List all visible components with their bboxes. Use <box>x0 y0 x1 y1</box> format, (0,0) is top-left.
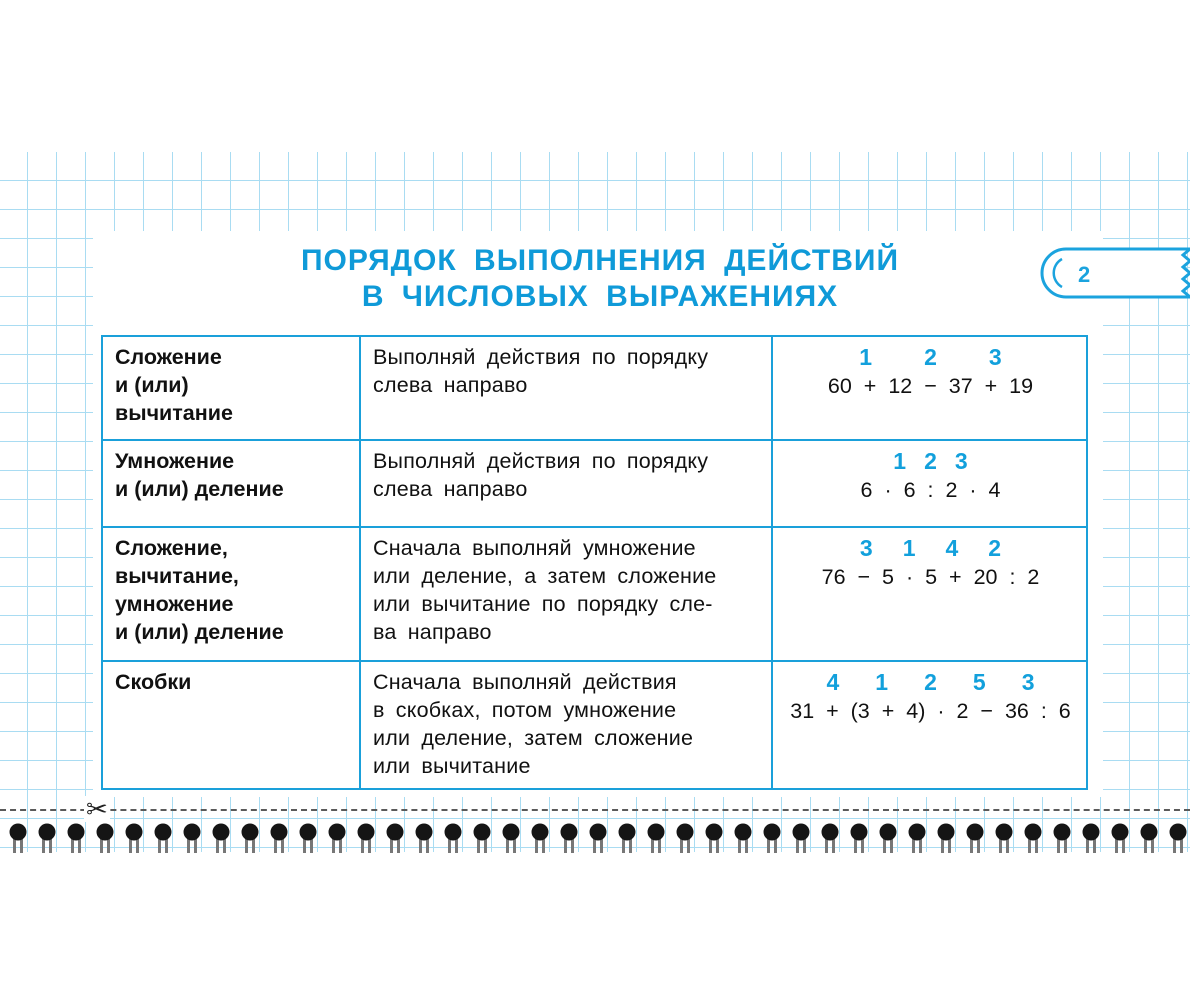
spiral-ring-icon <box>561 824 578 854</box>
example-expression: 6 · 6 : 2 · 4 <box>860 478 1001 502</box>
spiral-ring-icon <box>474 824 491 854</box>
spiral-ring-icon <box>1112 824 1129 854</box>
rule-cell <box>360 527 772 661</box>
example-cell <box>772 440 1087 527</box>
order-number: 2 <box>924 344 937 370</box>
example-expression: 76 − 5 · 5 + 20 : 2 <box>821 565 1040 589</box>
order-number: 2 <box>924 448 937 474</box>
spiral-ring-icon <box>996 824 1013 854</box>
rule-text-line: Выполняй действия по порядку <box>373 449 709 473</box>
operation-label: Скобки <box>115 670 192 694</box>
spiral-ring-icon <box>648 824 665 854</box>
spiral-ring-icon <box>416 824 433 854</box>
spiral-ring-icon <box>329 824 346 854</box>
example-cell <box>772 336 1087 440</box>
spiral-ring-icon <box>938 824 955 854</box>
spiral-ring-icon <box>242 824 259 854</box>
order-number: 3 <box>954 448 968 474</box>
page-number-tab <box>1040 247 1190 299</box>
spiral-ring-icon <box>271 824 288 854</box>
operation-order-numbers <box>827 668 1035 696</box>
spiral-ring-icon <box>1170 824 1187 854</box>
spiral-ring-icon <box>793 824 810 854</box>
order-number: 1 <box>859 344 873 370</box>
spiral-ring-icon <box>1025 824 1042 854</box>
operation-label: и (или) деление <box>115 477 284 501</box>
spiral-ring-icon <box>619 824 636 854</box>
example-cell <box>772 527 1087 661</box>
spiral-ring-icon <box>532 824 549 854</box>
rule-text-line: или вычитание <box>373 754 531 778</box>
order-number: 4 <box>945 535 959 561</box>
operation-label: умножение <box>115 592 234 616</box>
rule-text-line: в скобках, потом умножение <box>373 698 677 722</box>
spiral-ring-icon <box>590 824 607 854</box>
spiral-ring-icon <box>39 824 56 854</box>
order-number: 5 <box>972 669 986 695</box>
order-number: 1 <box>902 535 916 561</box>
rule-text-line: слева направо <box>373 373 528 397</box>
operation-label: и (или) <box>115 373 189 397</box>
operation-cell <box>102 527 360 661</box>
order-number: 1 <box>875 669 889 695</box>
order-of-operations-table <box>101 335 1088 790</box>
operation-cell <box>102 440 360 527</box>
rule-text-line: или деление, а затем сложение <box>373 564 717 588</box>
cut-line <box>0 809 1190 811</box>
spiral-ring-icon <box>97 824 114 854</box>
spiral-ring-icon <box>967 824 984 854</box>
spiral-ring-icon <box>735 824 752 854</box>
page-number: 2 <box>1078 262 1091 287</box>
rule-text-line: слева направо <box>373 477 528 501</box>
operation-label: Сложение, <box>115 536 228 560</box>
spiral-ring-icon <box>677 824 694 854</box>
spiral-ring-icon <box>1054 824 1071 854</box>
rule-cell <box>360 440 772 527</box>
example-expression: 60 + 12 − 37 + 19 <box>827 374 1034 398</box>
rule-text-line: Сначала выполняй действия <box>373 670 677 694</box>
operation-label: вычитание, <box>115 564 239 588</box>
rule-cell <box>360 661 772 789</box>
operation-order-numbers <box>893 447 967 475</box>
spiral-ring-icon <box>155 824 172 854</box>
spiral-ring-icon <box>184 824 201 854</box>
operation-label: и (или) деление <box>115 620 284 644</box>
order-number: 3 <box>859 535 873 561</box>
order-number: 2 <box>988 535 1002 561</box>
spiral-ring-icon <box>503 824 520 854</box>
spiral-ring-icon <box>1141 824 1158 854</box>
table-row <box>102 527 1087 661</box>
table-row <box>102 440 1087 527</box>
order-number: 3 <box>988 344 1002 370</box>
order-number: 1 <box>893 448 907 474</box>
spiral-ring-icon <box>387 824 404 854</box>
spiral-ring-icon <box>764 824 781 854</box>
example-expression: 31 + (3 + 4) · 2 − 36 : 6 <box>790 699 1071 723</box>
scissors-icon: ✂ <box>86 794 108 824</box>
spiral-ring-icon <box>706 824 723 854</box>
page-title-line-2: В ЧИСЛОВЫХ ВЫРАЖЕНИЯХ <box>361 280 839 313</box>
order-number: 3 <box>1021 669 1035 695</box>
order-number: 2 <box>924 669 937 695</box>
rule-text-line: ва направо <box>373 620 492 644</box>
table-row <box>102 336 1087 440</box>
spiral-ring-icon <box>851 824 868 854</box>
page-title-line-1: ПОРЯДОК ВЫПОЛНЕНИЯ ДЕЙСТВИЙ <box>300 244 900 277</box>
example-cell <box>772 661 1087 789</box>
operation-cell <box>102 336 360 440</box>
rule-text-line: Сначала выполняй умножение <box>373 536 696 560</box>
spiral-binding <box>0 822 1190 854</box>
rule-cell <box>360 336 772 440</box>
spiral-ring-icon <box>300 824 317 854</box>
order-number: 4 <box>826 669 840 695</box>
spiral-ring-icon <box>68 824 85 854</box>
spiral-ring-icon <box>358 824 375 854</box>
spiral-ring-icon <box>822 824 839 854</box>
rule-text-line: или деление, затем сложение <box>373 726 694 750</box>
spiral-ring-icon <box>445 824 462 854</box>
table-row <box>102 661 1087 789</box>
spiral-ring-icon <box>126 824 143 854</box>
spiral-ring-icon <box>880 824 897 854</box>
operation-label: вычитание <box>115 401 233 425</box>
operation-label: Сложение <box>115 345 222 369</box>
rule-text-line: или вычитание по порядку сле- <box>373 592 713 616</box>
operation-cell <box>102 661 360 789</box>
operation-label: Умножение <box>115 449 235 473</box>
spiral-ring-icon <box>213 824 230 854</box>
operation-order-numbers <box>859 343 1001 371</box>
spiral-ring-icon <box>909 824 926 854</box>
spiral-ring-icon <box>1083 824 1100 854</box>
operation-order-numbers <box>860 534 1001 562</box>
spiral-ring-icon <box>10 824 27 854</box>
rule-text-line: Выполняй действия по порядку <box>373 345 709 369</box>
